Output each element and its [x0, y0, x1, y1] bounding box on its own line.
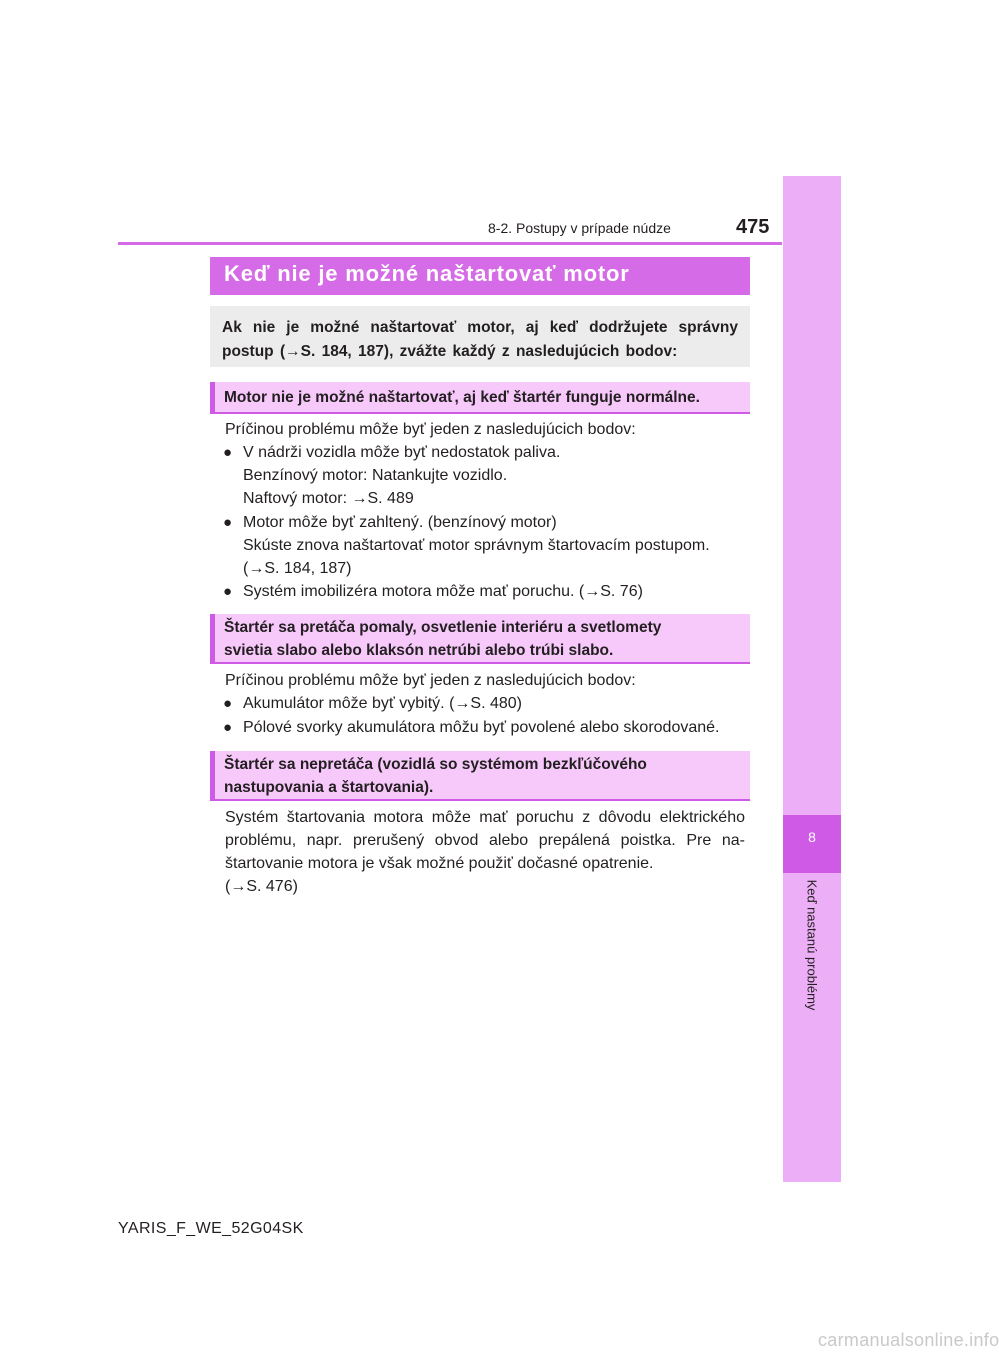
section-3-paragraph: Systém štartovania motora môže mať poruchu z dôvodu elektrického problému, napr. prerušený obvod alebo prepálená poistka. Pre na-štartovanie motora je však možné použiť dočasné opatrenie. [225, 809, 745, 872]
section-3-heading [210, 751, 750, 801]
chapter-title: Keď nastanú problémy [804, 879, 820, 1011]
section-3-heading-line: Štartér sa nepretáča (vozidlá so systémom bezkľúčového [224, 756, 647, 773]
bullet-line: Systém imobilizéra motora môže mať poruchu. (→S. 76) [243, 583, 643, 600]
bullet-marker: ● [223, 444, 233, 461]
section-2-heading-line: Štartér sa pretáča pomaly, osvetlenie interiéru a svetlomety [224, 619, 662, 636]
bullet-line: Akumulátor môže byť vybitý. (→S. 480) [243, 695, 522, 712]
bullet-line: Pólové svorky akumulátora môžu byť povolené alebo skorodované. [243, 719, 720, 736]
section-1-heading-text: Motor nie je možné naštartovať, aj keď štartér funguje normálne. [224, 389, 700, 406]
page-number: 475 [736, 216, 770, 238]
main-title-bar [210, 257, 750, 295]
bullet-line: Skúste znova naštartovať motor správnym štartovacím postupom. [243, 537, 710, 554]
intro-box [210, 306, 750, 367]
bullet-line: V nádrži vozidla môže byť nedostatok paliva. [243, 444, 561, 461]
bullet-line: Naftový motor: →S. 489 [243, 490, 414, 507]
section-2-heading [210, 614, 750, 664]
bullet-marker: ● [223, 719, 233, 736]
bullet-line: Benzínový motor: Natankujte vozidlo. [243, 467, 508, 484]
chapter-side-tab [783, 176, 841, 1182]
bullet-line: (→S. 184, 187) [243, 560, 352, 577]
section-2-heading-line: svietia slabo alebo klaksón netrúbi alebo trúbi slabo. [224, 642, 614, 659]
bullet-marker: ● [223, 514, 233, 531]
bullet-marker: ● [223, 695, 233, 712]
document-code: YARIS_F_WE_52G04SK [118, 1220, 304, 1237]
bullet-marker: ● [223, 583, 233, 600]
header-divider [118, 242, 782, 245]
section-3-reference: (→S. 476) [225, 878, 298, 895]
section-1-heading [210, 382, 750, 414]
main-title: Keď nie je možné naštartovať motor [224, 261, 630, 286]
section-2-lead: Príčinou problému môže byť jeden z nasledujúcich bodov: [225, 672, 636, 689]
header-section-title: 8-2. Postupy v prípade núdze [488, 220, 671, 236]
section-3-heading-line: nastupovania a štartovania). [224, 779, 434, 796]
intro-text: Ak nie je možné naštartovať motor, aj keď dodržujete správny postup (→S. 184, 187), zvážte každý z nasledujúcich bodov: [222, 319, 738, 360]
section-1-lead: Príčinou problému môže byť jeden z nasledujúcich bodov: [225, 421, 636, 438]
bullet-line: Motor môže byť zahltený. (benzínový motor) [243, 514, 557, 531]
chapter-number: 8 [808, 829, 816, 845]
watermark: carmanualsonline.info [818, 1330, 999, 1350]
